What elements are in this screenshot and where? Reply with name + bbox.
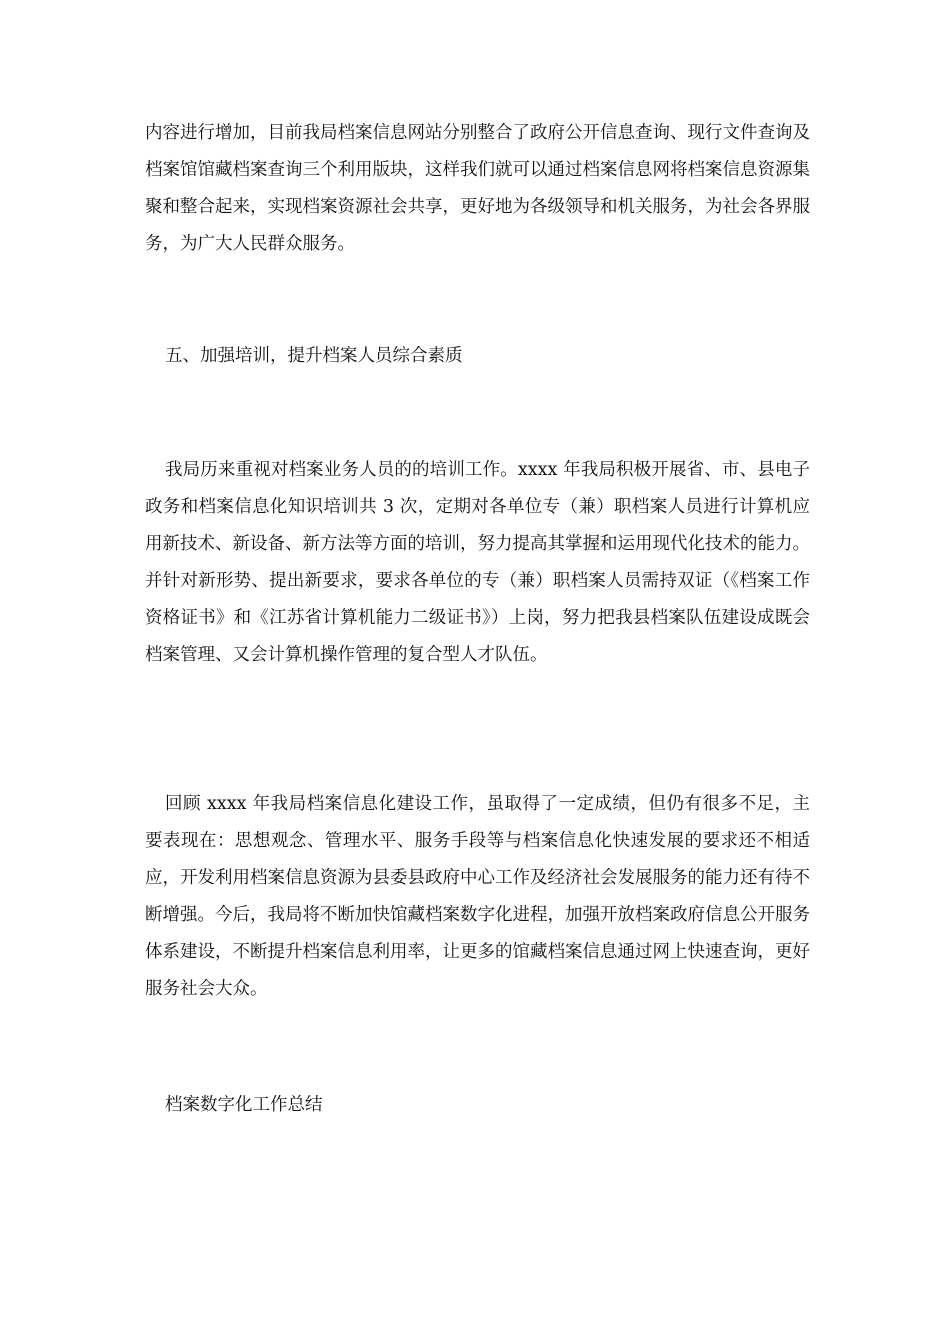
body-paragraph-training: 我局历来重视对档案业务人员的的培训工作。xxxx 年我局积极开展省、市、县电子政务和档案信息化知识培训共 3 次，定期对各单位专（兼）职档案人员进行计算机应用新技术、新设备、新方法等方面的培训，努力提高其掌握和运用现代化技术的能力。并针对新形势、提出新要求，要求各单位的专（兼）职档案人员需持双证（《档案工作资格证书》和《江苏省计算机能力二级证书》）上岗，努力把我县档案队伍建设成既会档案管理、又会计算机操作管理的复合型人才队伍。	[145, 460, 810, 665]
section-heading-training: 五、加强培训，提升档案人员综合素质	[165, 346, 463, 366]
body-paragraph-website-integration: 内容进行增加，目前我局档案信息网站分别整合了政府公开信息查询、现行文件查询及档案馆馆藏档案查询三个利用版块，这样我们就可以通过档案信息网将档案信息资源集聚和整合起来，实现档案资源社会共享，更好地为各级领导和机关服务，为社会各界服务，为广大人民群众服务。	[145, 123, 810, 254]
document-title-summary: 档案数字化工作总结	[165, 1095, 323, 1115]
body-paragraph-review: 回顾 xxxx 年我局档案信息化建设工作，虽取得了一定成绩，但仍有很多不足，主要表现在：思想观念、管理水平、服务手段等与档案信息化快速发展的要求还不相适应，开发利用档案信息资源为县委县政府中心工作及经济社会发展服务的能力还有待不断增强。今后，我局将不断加快馆藏档案数字化进程，加强开放档案政府信息公开服务体系建设，不断提升档案信息利用率，让更多的馆藏档案信息通过网上快速查询，更好服务社会大众。	[145, 794, 810, 999]
